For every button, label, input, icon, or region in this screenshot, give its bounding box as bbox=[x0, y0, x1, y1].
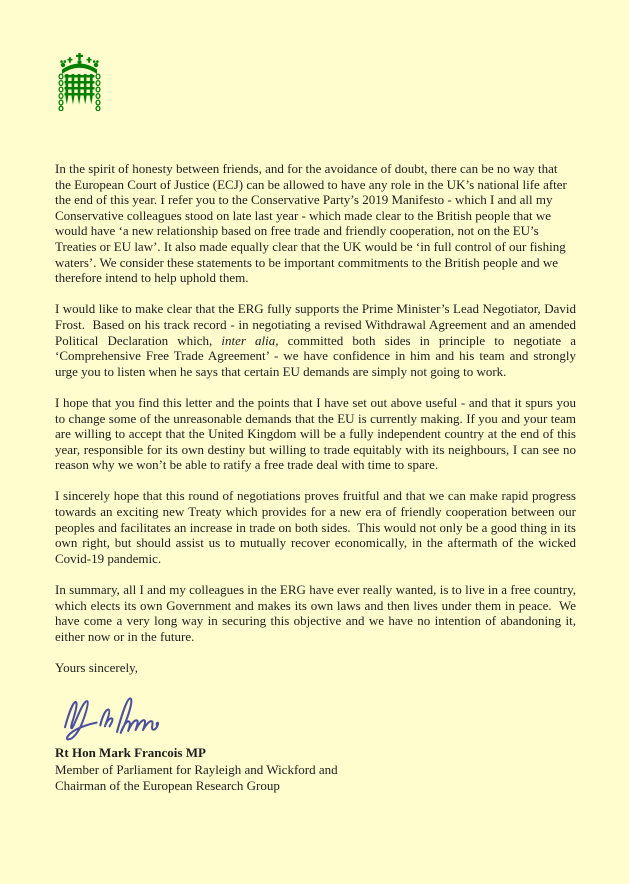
portcullis-crest-icon bbox=[57, 53, 102, 111]
letter-content bbox=[55, 161, 576, 795]
paragraph: In the spirit of honesty between friends, and for the avoidance of doubt, there can be no way that the European Court of Justice (ECJ) can be allowed to have any role in the UK’s national life after the end of this year. I refer you to the Conservative Party’s 2019 Manifesto - which I and all my Conservative colleagues stood on late last year - which made clear to the British people that we would have ‘a new relationship based on free trade and friendly cooperation, not on the EU’s Treaties or EU law’. It also made equally clear that the UK would be ‘in full control of our fishing waters’. We consider these statements to be important commitments to the British people and we therefore intend to help uphold them. bbox=[55, 161, 567, 286]
signatory-role-1: Member of Parliament for Rayleigh and Wickford and bbox=[55, 761, 338, 777]
signature-image bbox=[55, 691, 179, 743]
paragraph: I hope that you find this letter and the points that I have set out above useful - and that it spurs you to change some of the unreasonable demands that the EU is currently making. If you and your team are willing to accept that the United Kingdom will be a fully independent country at the end of this year, responsible for its own destiny but willing to trade equitably with its neighbours, I can see no reason why we won’t be able to ratify a free trade deal with time to spare. bbox=[55, 394, 576, 473]
signatory-block bbox=[55, 745, 576, 795]
letter-body bbox=[55, 161, 576, 644]
signatory-name: Rt Hon Mark Francois MP bbox=[55, 745, 206, 761]
closing: Yours sincerely, bbox=[55, 660, 139, 675]
paragraph: In summary, all I and my colleagues in the ERG have ever really wanted, is to live in a free country, which elects its own Government and makes its own laws and then lives under them in peace. We have come a very long way in securing this objective and we have no intention of abandoning it, either now or in the future. bbox=[55, 582, 576, 644]
paragraph: I would like to make clear that the ERG fully supports the Prime Minister’s Lead Negotiator, David Frost. Based on his track record - in negotiating a revised Withdrawal Agreement and an amended Political Declaration which, inter alia, committed both sides in principle to negotiate a ‘Comprehensive Free Trade Agreement’ - we have confidence in him and his team and strongly urge you to listen when he says that certain EU demands are simply not going to work. bbox=[55, 301, 577, 379]
signatory-role-2: Chairman of the European Research Group bbox=[55, 778, 280, 794]
paragraph: I sincerely hope that this round of negotiations proves fruitful and that we can make rapid progress towards an exciting new Treaty which provides for a new era of friendly cooperation between our peoples and facilitates an increase in trade on both sides. This would not only be a good thing in its own right, but should assist us to mutually recover economically, in the aftermath of the wicked Covid-19 pandemic. bbox=[55, 488, 576, 566]
